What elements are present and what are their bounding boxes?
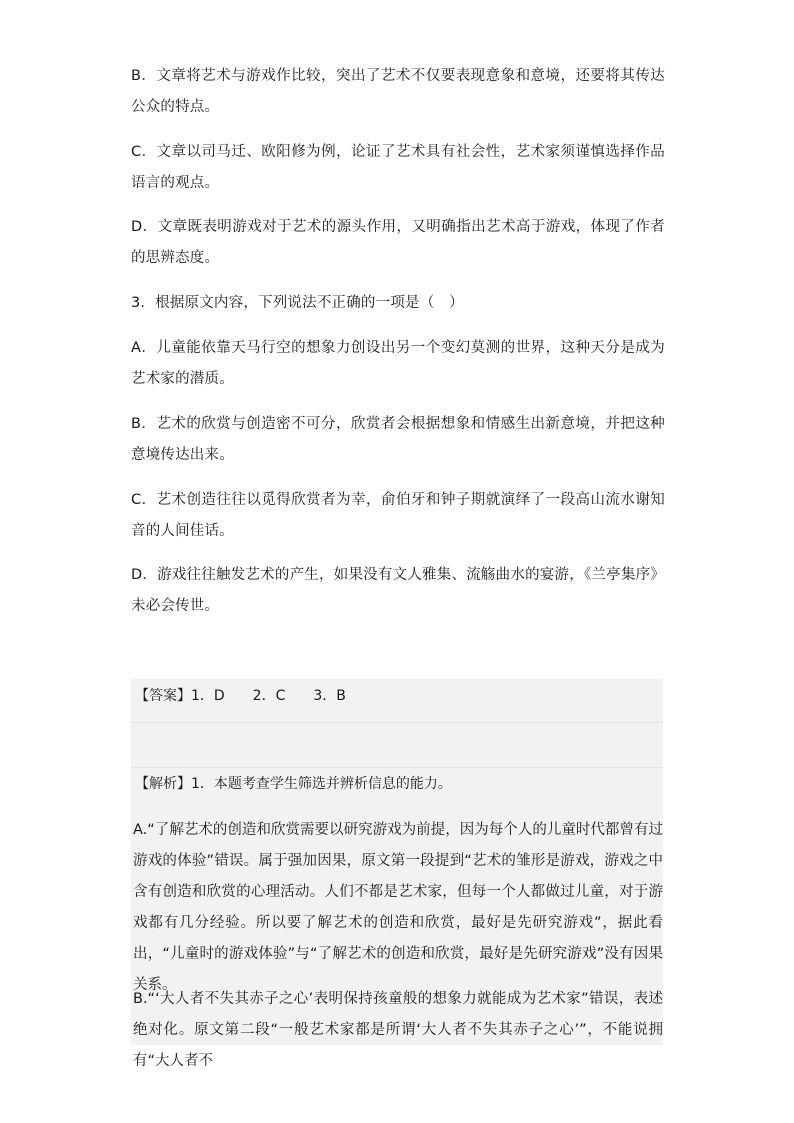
answer-divider bbox=[131, 722, 663, 723]
analysis-label: 【解析】 bbox=[135, 776, 191, 792]
answer-text: 1．D 2．C 3．B bbox=[191, 688, 346, 704]
q2-option-d: D．文章既表明游戏对于艺术的源头作用，又明确指出艺术高于游戏，体现了作者的思辨态度。 bbox=[131, 219, 665, 266]
q3-option-c: C．艺术创造往往以觅得欣赏者为幸，俞伯牙和钟子期就演绎了一段高山流水谢知音的人间佳话。 bbox=[131, 492, 665, 539]
q3-stem: 3．根据原文内容，下列说法不正确的一项是（ ） bbox=[131, 295, 464, 311]
analysis-divider bbox=[131, 767, 663, 768]
q2-option-c: C．文章以司马迁、欧阳修为例，论证了艺术具有社会性，艺术家须谨慎选择作品语言的观点。 bbox=[131, 144, 665, 191]
q3-option-d: D．游戏往往触发艺术的产生，如果没有文人雅集、流觞曲水的宴游，《兰亭集序》未必会传世。 bbox=[131, 567, 665, 614]
q3-option-b: B．艺术的欣赏与创造密不可分，欣赏者会根据想象和情感生出新意境，并把这种意境传达出来。 bbox=[131, 416, 665, 463]
analysis-option-b: B.“‘大人者不失其赤子之心’表明保持孩童般的想象力就能成为艺术家”错误，表述绝对化。原文第二段“一般艺术家都是所谓‘大人者不失其赤子之心’”，不能说拥有“大人者不 bbox=[133, 991, 663, 1069]
answer-line bbox=[135, 686, 346, 706]
answer-label: 【答案】 bbox=[135, 688, 191, 704]
q3-option-a: A．儿童能依靠天马行空的想象力创设出另一个变幻莫测的世界，这种天分是成为艺术家的潜质。 bbox=[131, 340, 665, 387]
analysis-heading bbox=[135, 774, 452, 794]
q2-option-b: B．文章将艺术与游戏作比较，突出了艺术不仅要表现意象和意境，还要将其传达公众的特点。 bbox=[131, 68, 665, 115]
analysis-intro: 1．本题考查学生筛选并辨析信息的能力。 bbox=[191, 776, 452, 792]
analysis-option-a: A.“了解艺术的创造和欣赏需要以研究游戏为前提，因为每个人的儿童时代都曾有过游戏的体验”错误。属于强加因果，原文第一段提到“艺术的雏形是游戏，游戏之中含有创造和欣赏的心理活动。人们不都是艺术家，但每一个人都做过儿童，对于游戏都有几分经验。所以要了解艺术的创造和欣赏，最好是先研究游戏”，据此看出，“儿童时的游戏体验”与“了解艺术的创造和欣赏，最好是先研究游戏”没有因果关系。 bbox=[133, 822, 663, 993]
